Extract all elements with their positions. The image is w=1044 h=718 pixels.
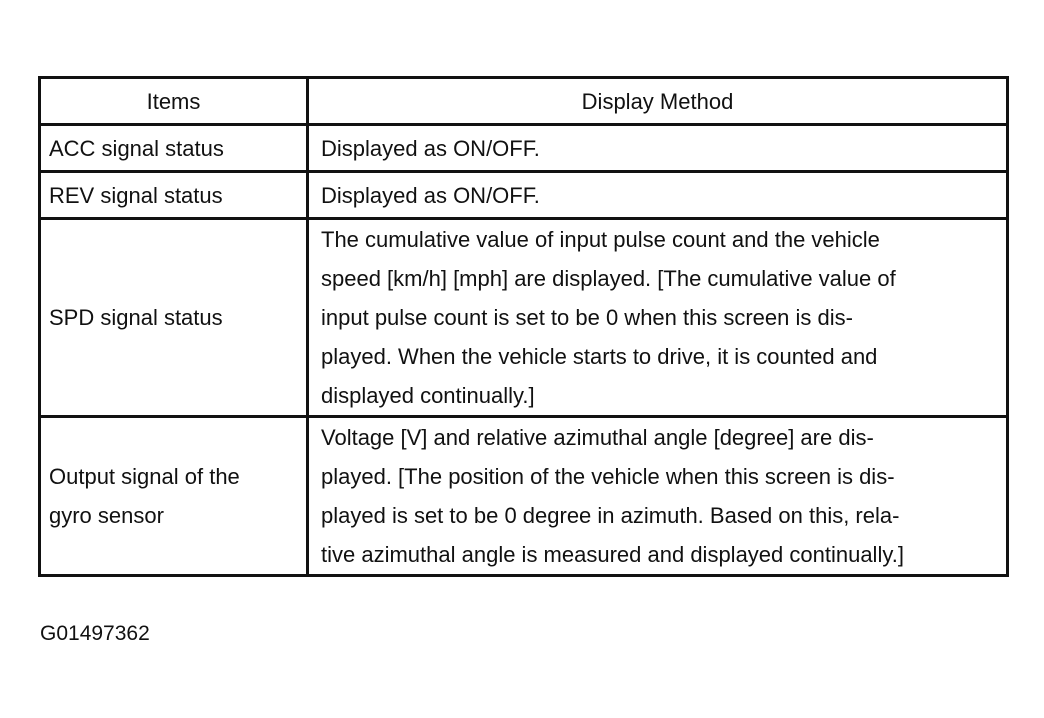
table-row	[40, 219, 1008, 417]
display-method-table	[38, 76, 1009, 577]
item-text: SPD signal status	[49, 305, 223, 330]
item-cell	[40, 172, 308, 219]
table-row	[40, 417, 1008, 576]
item-cell	[40, 417, 308, 576]
item-cell	[40, 219, 308, 417]
method-cell	[308, 417, 1008, 576]
method-text: Displayed as ON/OFF.	[321, 182, 540, 208]
method-text-line: tive azimuthal angle is measured and displayed continually.]	[321, 542, 904, 567]
item-text: REV signal status	[49, 182, 223, 208]
method-text: Displayed as ON/OFF.	[321, 135, 540, 161]
method-text-line: The cumulative value of input pulse count and the vehicle	[321, 227, 880, 252]
item-text-line: gyro sensor	[49, 503, 164, 528]
method-text-line: played. [The position of the vehicle when this screen is dis-	[321, 464, 895, 489]
table-header-row	[40, 78, 1008, 125]
method-cell	[308, 125, 1008, 172]
figure-id: G01497362	[40, 622, 150, 645]
header-display-method: Display Method	[308, 78, 1008, 125]
header-items: Items	[40, 78, 308, 125]
table-row	[40, 172, 1008, 219]
item-cell	[40, 125, 308, 172]
method-text-line: played is set to be 0 degree in azimuth. Based on this, rela-	[321, 503, 900, 528]
item-text: ACC signal status	[49, 135, 224, 161]
method-text-line: speed [km/h] [mph] are displayed. [The cumulative value of	[321, 266, 896, 291]
method-cell	[308, 172, 1008, 219]
method-text-line: displayed continually.]	[321, 383, 535, 408]
method-text-line: Voltage [V] and relative azimuthal angle [degree] are dis-	[321, 425, 874, 450]
table-row	[40, 125, 1008, 172]
item-text-line: Output signal of the	[49, 464, 240, 489]
method-cell	[308, 219, 1008, 417]
method-text-line: played. When the vehicle starts to drive, it is counted and	[321, 344, 878, 369]
method-text-line: input pulse count is set to be 0 when this screen is dis-	[321, 305, 853, 330]
